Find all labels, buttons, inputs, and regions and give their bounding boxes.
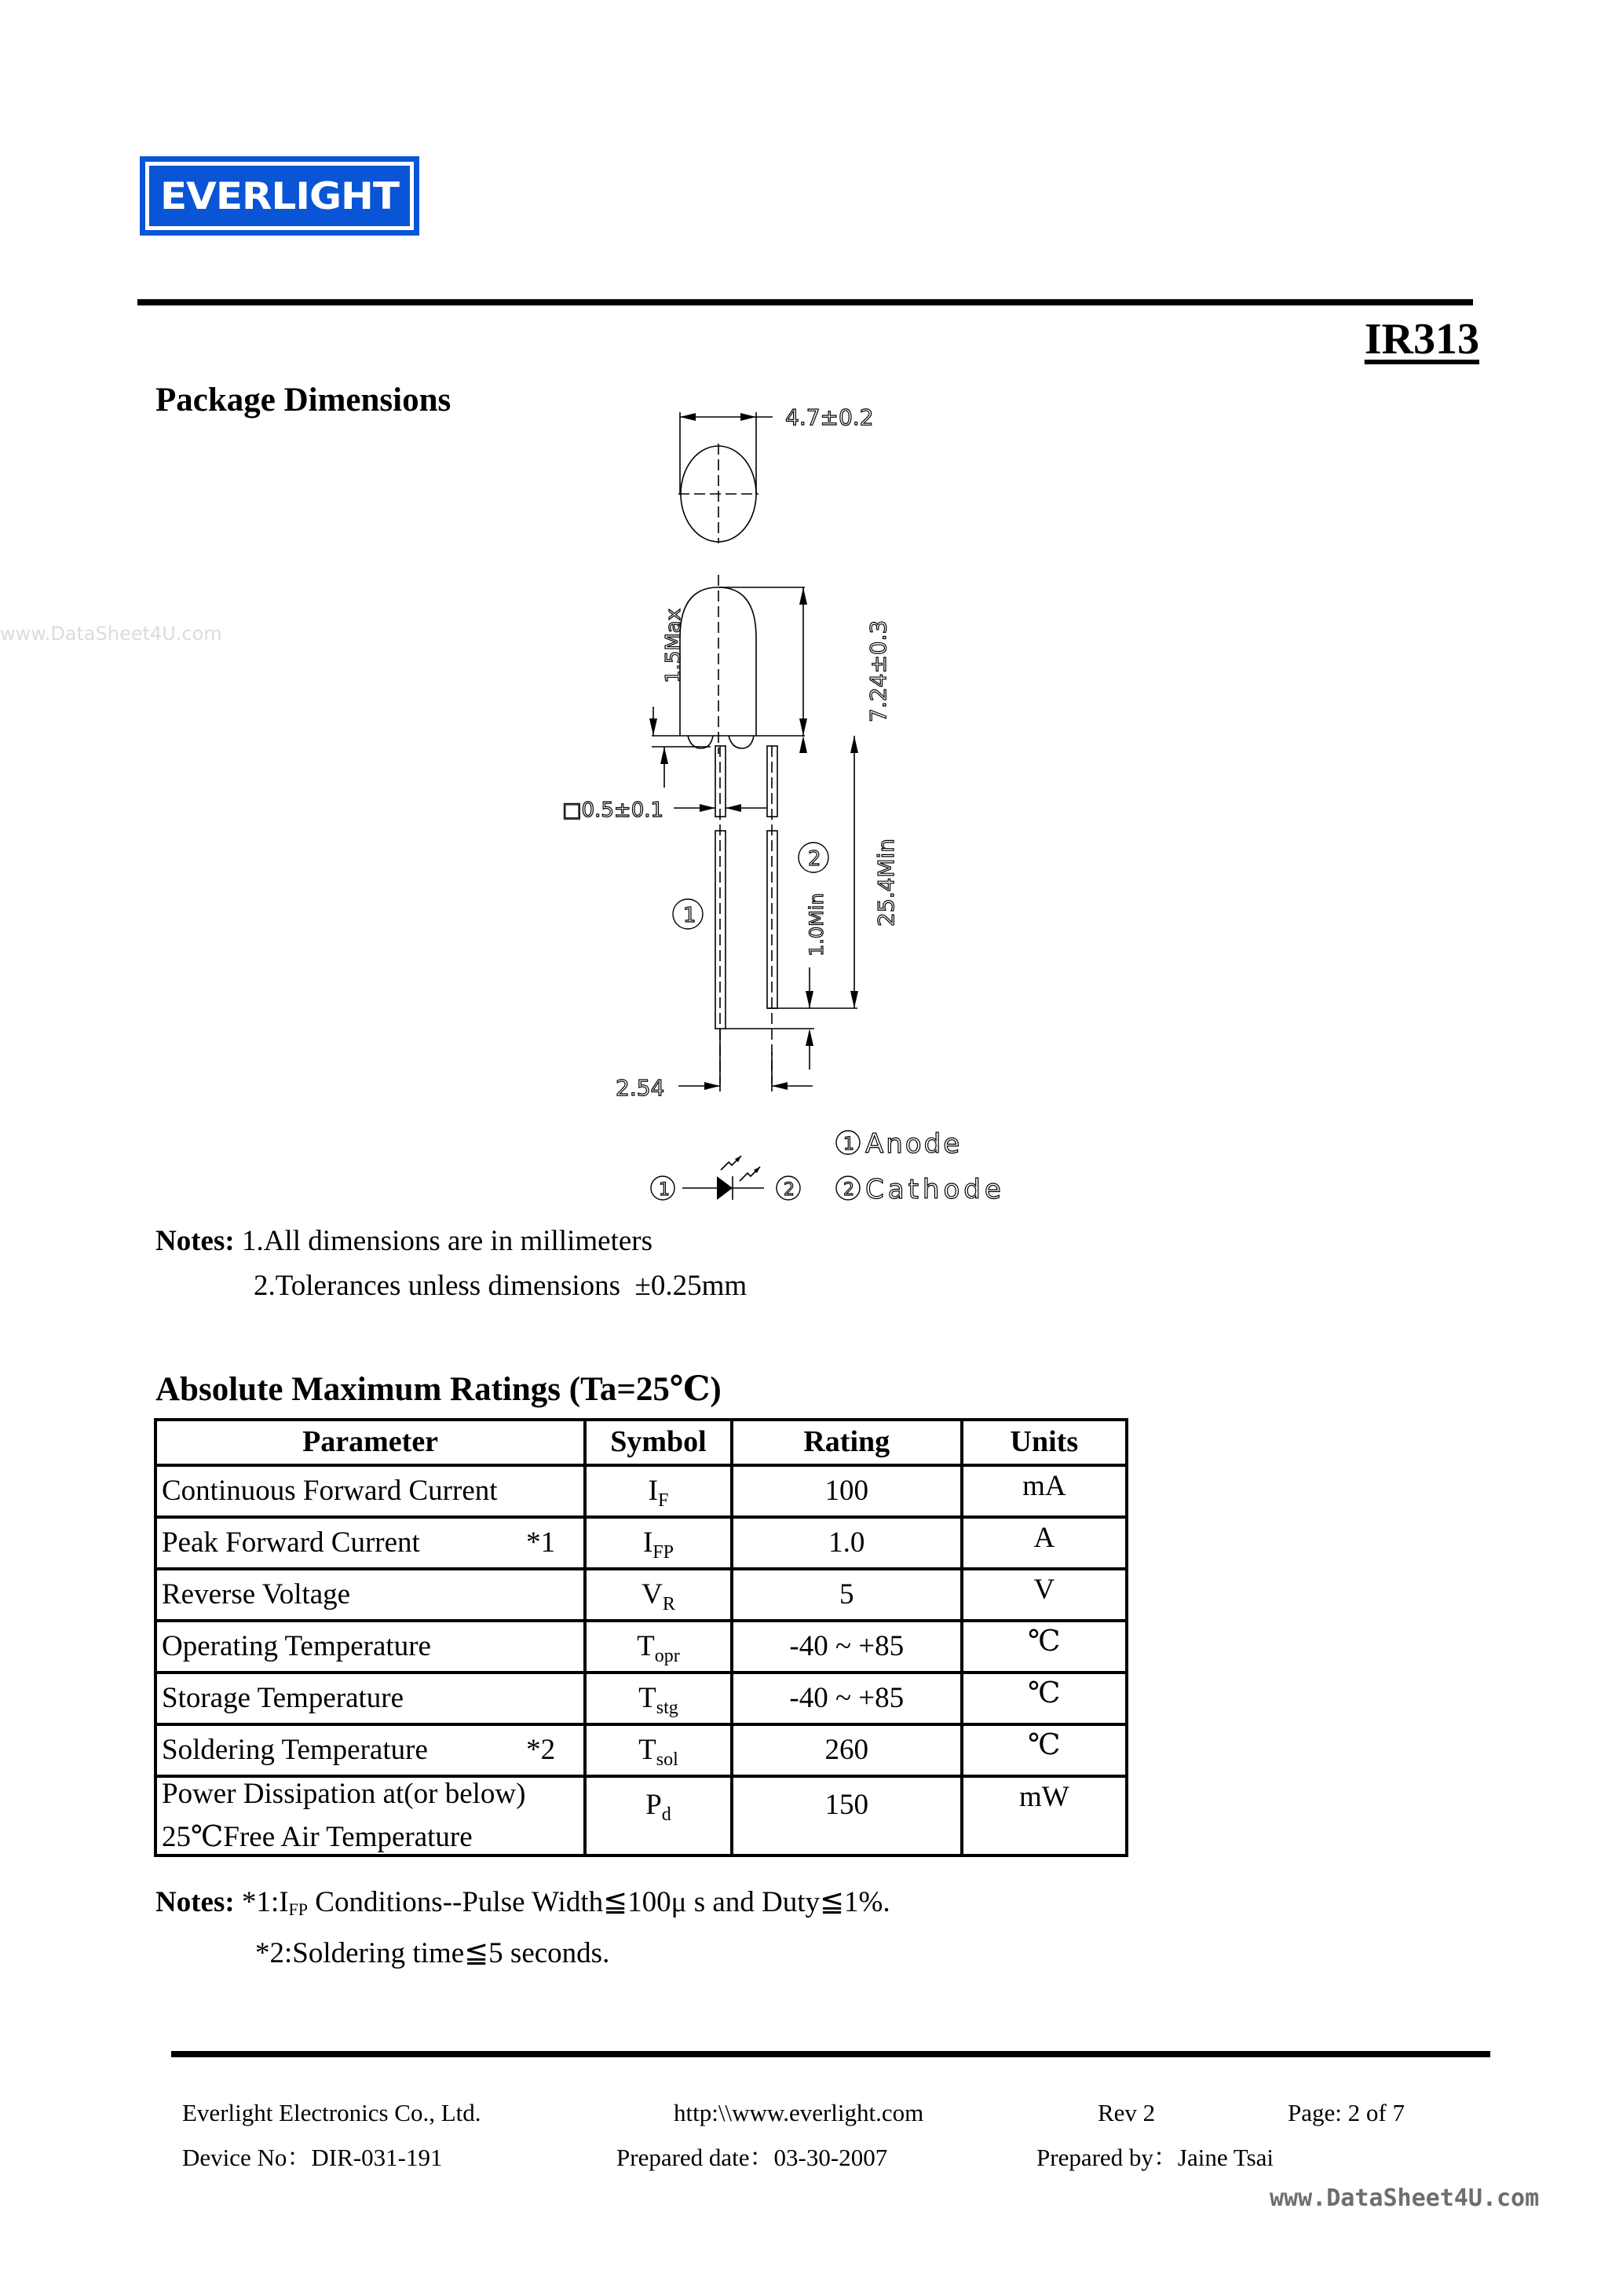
dim-lead-offset: 1.0Min <box>806 893 828 956</box>
column-header: Rating <box>732 1420 962 1465</box>
unit-cell: ℃ <box>962 1673 1127 1724</box>
footer-device-no: Device No：DIR-031-191 <box>182 2144 443 2171</box>
symbol-cell: $I_F$ <box>585 1465 732 1517</box>
absolute-maximum-ratings-table <box>154 1418 1128 1857</box>
table-row <box>155 1621 1127 1673</box>
table-row <box>155 1465 1127 1517</box>
dim-body-height: 7.24±0.3 <box>865 620 891 722</box>
unit-cell: ℃ <box>962 1621 1127 1673</box>
watermark-bottom-right: www.DataSheet4U.com <box>1270 2184 1540 2212</box>
svg-text:1: 1 <box>659 1180 670 1200</box>
rating-cell: 260 <box>732 1724 962 1776</box>
unit-cell: ℃ <box>962 1724 1127 1776</box>
table-row <box>155 1724 1127 1776</box>
ratings-heading: Absolute Maximum Ratings (Ta=25℃) <box>155 1371 722 1408</box>
parameter-cell: Soldering Temperature *2 <box>155 1724 585 1776</box>
watermark-left: www.DataSheet4U.com <box>0 623 222 645</box>
rating-cell: -40 ~ +85 <box>732 1673 962 1724</box>
pin1-anode-label: Anode <box>865 1128 963 1160</box>
svg-text:2: 2 <box>784 1180 795 1200</box>
column-header: Symbol <box>585 1420 732 1465</box>
footer-website[interactable]: http:\\www.everlight.com <box>674 2099 924 2126</box>
svg-text:2: 2 <box>843 1180 854 1200</box>
dim-width: 4.7±0.2 <box>785 404 874 430</box>
footer-prepared-date: Prepared date：03-30-2007 <box>616 2144 888 2171</box>
dim-pitch: 2.54 <box>616 1075 665 1101</box>
unit-cell: mW <box>962 1776 1127 1855</box>
footer-rule <box>171 2051 1490 2057</box>
symbol-cell: $I_{FP}$ <box>585 1517 732 1569</box>
dim-lead-size: □0.5±0.1 <box>562 799 664 822</box>
symbol-cell: $T_{opr}$ <box>585 1621 732 1673</box>
column-header: Parameter <box>155 1420 585 1465</box>
table-row <box>155 1776 1127 1855</box>
header-rule <box>137 299 1473 305</box>
package-dimension-drawing <box>550 393 1146 1241</box>
rating-cell: 100 <box>732 1465 962 1517</box>
table-header-row <box>155 1420 1127 1465</box>
footnote-mark: *1 <box>526 1526 556 1559</box>
rating-cell: -40 ~ +85 <box>732 1621 962 1673</box>
table-row <box>155 1673 1127 1724</box>
unit-cell: mA <box>962 1465 1127 1517</box>
parameter-cell: Power Dissipation at(or below) 25℃Free Air Temperature <box>155 1776 585 1855</box>
footer-prepared-by: Prepared by：Jaine Tsai <box>1036 2144 1274 2171</box>
rating-cell: 5 <box>732 1569 962 1621</box>
notes-label: Notes: <box>155 1225 235 1257</box>
svg-text:1: 1 <box>683 904 696 927</box>
parameter-cell: Operating Temperature <box>155 1621 585 1673</box>
dimension-note-2: 2.Tolerances unless dimensions ±0.25mm <box>254 1270 748 1302</box>
dim-flange: 1.5Max <box>662 608 685 683</box>
ratings-note-2: *2:Soldering time≦5 seconds. <box>255 1937 610 1969</box>
parameter-cell: Reverse Voltage <box>155 1569 585 1621</box>
pin2-cathode-label: Cathode <box>865 1174 1005 1205</box>
model-number: IR313 <box>1364 315 1479 364</box>
everlight-logo <box>140 156 419 236</box>
parameter-cell: Continuous Forward Current <box>155 1465 585 1517</box>
svg-text:2: 2 <box>808 847 821 871</box>
parameter-cell: Storage Temperature <box>155 1673 585 1724</box>
footer-revision: Rev 2 <box>1098 2099 1156 2126</box>
footnote-mark: *2 <box>526 1733 556 1766</box>
table-row <box>155 1517 1127 1569</box>
note-text: 1.All dimensions are in millimeters <box>241 1225 652 1257</box>
table-row <box>155 1569 1127 1621</box>
dimension-note-1 <box>155 1227 652 1256</box>
svg-text:1: 1 <box>843 1135 854 1154</box>
symbol-cell: $T_{stg}$ <box>585 1673 732 1724</box>
package-dimensions-heading: Package Dimensions <box>155 382 451 419</box>
rating-cell: 1.0 <box>732 1517 962 1569</box>
symbol-cell: $V_R$ <box>585 1569 732 1621</box>
notes-label: Notes: <box>155 1886 235 1918</box>
logo-text: EVERLIGHT <box>160 174 399 218</box>
parameter-cell: Peak Forward Current *1 <box>155 1517 585 1569</box>
rating-cell: 150 <box>732 1776 962 1855</box>
footer-page: Page: 2 of 7 <box>1288 2099 1405 2126</box>
symbol-cell: $P_d$ <box>585 1776 732 1855</box>
footer-company: Everlight Electronics Co., Ltd. <box>182 2099 481 2126</box>
logo-frame <box>145 162 414 230</box>
ratings-note-1: Notes: $*1:I_{FP}$ Conditions--Pulse Width≦100μ s and Duty≦1%. <box>155 1886 890 1919</box>
column-header: Units <box>962 1420 1127 1465</box>
dim-lead-length: 25.4Min <box>873 838 899 927</box>
unit-cell: A <box>962 1517 1127 1569</box>
symbol-cell: $T_{sol}$ <box>585 1724 732 1776</box>
unit-cell: V <box>962 1569 1127 1621</box>
